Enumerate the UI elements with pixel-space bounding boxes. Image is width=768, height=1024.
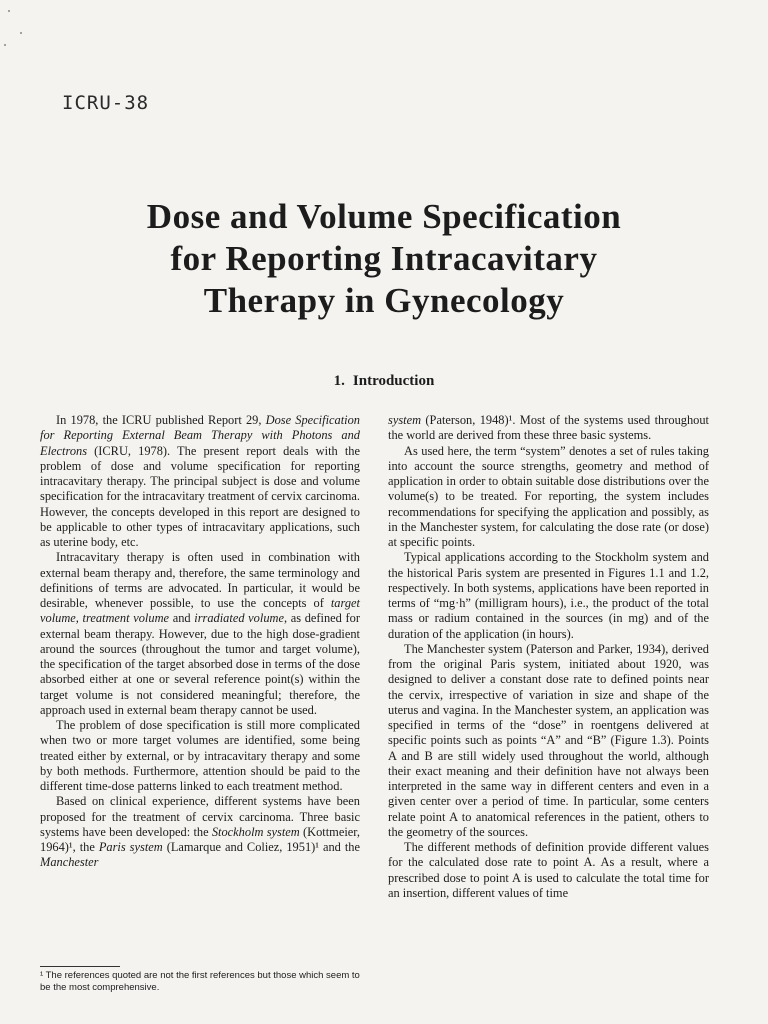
left-column (40, 413, 360, 871)
scan-speck (8, 10, 10, 12)
handwritten-note: ICRU-38 (62, 92, 150, 114)
paragraph: Based on clinical experience, different systems have been proposed for the treatment of cervix carcinoma. Three basic systems have been developed: the Stockholm system (Kottmeier, 1964)¹, the Paris system (Lamarque and Coliez, 1951)¹ and the Manchester (40, 794, 360, 870)
title-line-3: Therapy in Gynecology (203, 281, 565, 320)
emphasis: system (388, 413, 422, 427)
title-line-2: for Reporting Intracavitary (170, 239, 598, 278)
emphasis: Paris system (98, 840, 163, 854)
scan-speck (4, 44, 6, 46)
emphasis: target volume, treatment volume (40, 596, 360, 626)
scan-speck (20, 32, 22, 34)
paragraph: Intracavitary therapy is often used in combination with external beam therapy and, therefore, the same terminology and definitions of terms are advocated. In particular, it would be desirable, whenever possible, to use the concepts of target volume, treatment volume and irradiated volume, as defined for external beam therapy. However, due to the high dose-gradient around the sources (throughout the tumor and target volume), the specification of the target absorbed dose in terms of the dose absorbed either at one or several reference point(s) within the target volume is not considered meaningful; therefore, the approach used in external beam therapy cannot be used. (40, 550, 360, 717)
emphasis: Manchester (40, 855, 99, 870)
paragraph: The problem of dose specification is still more complicated when two or more target volumes are identified, some being treated either by external, or by intracavitary therapy and some by both methods. Furthermore, attention should be paid to the different time-dose patterns linked to each treatment method. (40, 718, 360, 793)
paragraph: Typical applications according to the Stockholm system and the historical Paris system are presented in Figures 1.1 and 1.2, respectively. In both systems, applications have been reported in terms of “mg·h” (milligram hours), i.e., the product of the total mass or radium contained in the sources (in mg) and of the duration of the application (in hours). (388, 550, 709, 641)
paragraph: system (Paterson, 1948)¹. Most of the systems used throughout the world are derived from these three basic systems. (388, 413, 709, 443)
footnote-divider (40, 966, 120, 967)
paragraph: The different methods of definition provide different values for the calculated dose rate to point A. As a result, where a prescribed dose to point A is used to calculate the total time for an insertion, different values of time (388, 840, 709, 900)
paragraph: In 1978, the ICRU published Report 29, Dose Specification for Reporting External Beam Therapy with Photons and Electrons (ICRU, 1978). The present report deals with the problem of dose and volume specification for reporting intracavitary therapy. The principal subject is dose and volume specification for the intracavitary treatment of cervix carcinoma. However, the concepts developed in this report are designed to be applicable to other types of intracavitary applications, such as uterine body, etc. (40, 413, 360, 549)
title-line-1: Dose and Volume Specification (146, 197, 622, 236)
section-heading (0, 373, 768, 390)
paragraph: The Manchester system (Paterson and Parker, 1934), derived from the original Paris system, initiated about 1920, was designed to deliver a constant dose rate to defined points near the cervix, irrespective of variation in size and shape of the uterus and vagina. In the Manchester system, an application was specified in terms of the “dose” in roentgens delivered at specific points such as points “A” and “B” (Figure 1.3). Points A and B are still widely used throughout the world, although their exact meaning and their definition have not always been interpreted in the same way in different centers and even in a given center over a period of time. In particular, some centers relate point A to anatomical references in the patient, others to the geometry of the sources. (388, 641, 709, 839)
footnote: ¹ The references quoted are not the first references but those which seem to be the most comprehensive. (40, 970, 360, 993)
section-title: Introduction (352, 373, 435, 389)
section-number: 1. (333, 373, 345, 389)
emphasis: irradiated volume (194, 611, 284, 626)
emphasis: Dose Specification for Reporting External Beam Therapy with Photons and Electrons (40, 413, 360, 458)
paragraph: As used here, the term “system” denotes a set of rules taking into account the source strengths, geometry and method of application in order to obtain suitable dose distributions over the volume(s) to be treated. For reporting, the system includes recommendations for specifying the application and possibly, as in the Manchester system, for calculating the dose rate (or dose) at specific points. (388, 443, 709, 549)
document-title (40, 196, 728, 322)
emphasis: Stockholm system (211, 824, 300, 839)
right-column (388, 413, 709, 901)
